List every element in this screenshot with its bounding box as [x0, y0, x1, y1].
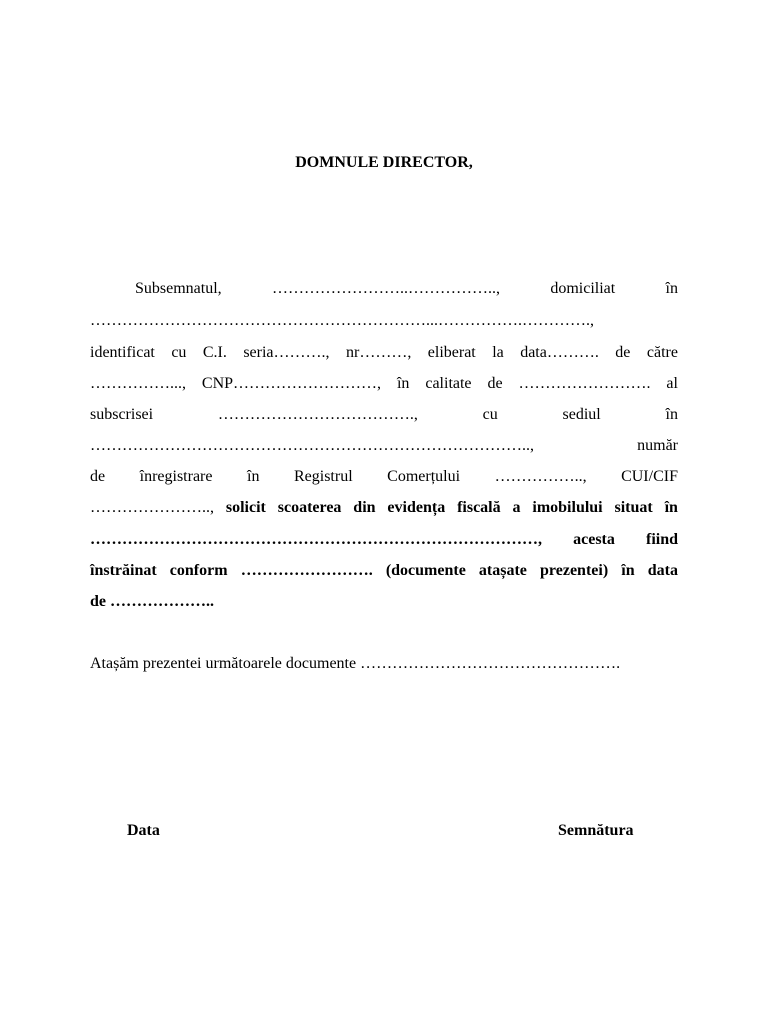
- paragraph-line: [90, 498, 678, 518]
- blank-field: …………………..,: [90, 499, 214, 516]
- paragraph-line: [90, 561, 678, 581]
- word: către: [646, 344, 678, 361]
- blank-field: ……………………………….,: [217, 406, 418, 423]
- word: evidența: [387, 499, 446, 516]
- word: CNP………………………,: [201, 375, 382, 392]
- word: calitate: [425, 375, 472, 392]
- paragraph-line: [90, 343, 678, 363]
- blank-field: ……………..,: [494, 468, 587, 485]
- paragraph-line: [90, 405, 678, 425]
- blank-field: …………………….: [518, 375, 651, 392]
- blank-field: ……………………..……………..,: [272, 280, 500, 297]
- word: cu: [482, 406, 498, 423]
- paragraph-line: [90, 311, 678, 331]
- paragraph-line: [90, 436, 678, 456]
- paragraph-line: [90, 467, 678, 487]
- word: în: [665, 406, 678, 423]
- word: cu: [171, 344, 187, 361]
- blank-field: ………………………………………………………...…………….………….,: [90, 312, 594, 329]
- paragraph-line: [90, 592, 678, 612]
- signature-label: Semnătura: [558, 822, 634, 839]
- attachments-text: Atașăm prezentei următoarele documente ………………………………………….: [90, 655, 621, 672]
- word: data……….: [520, 344, 599, 361]
- word: imobilului: [532, 499, 603, 516]
- word: (documente: [385, 562, 466, 579]
- paragraph-line: [135, 279, 678, 299]
- word: de: [487, 375, 503, 392]
- word: fiind: [645, 531, 678, 548]
- word: fiscală: [457, 499, 501, 516]
- word: înregistrare: [139, 468, 213, 485]
- word: solicit: [225, 499, 266, 516]
- blank-field: ………………………………………………………………………..,: [90, 437, 534, 454]
- word: C.I.: [202, 344, 227, 361]
- blank-field: …………………….: [240, 562, 373, 579]
- word: a: [512, 499, 521, 516]
- word: număr: [637, 437, 678, 454]
- date-label: Data: [127, 822, 160, 839]
- word: acesta: [573, 531, 615, 548]
- word: situat: [614, 499, 653, 516]
- attachments-line: [90, 654, 678, 674]
- document-title: DOMNULE DIRECTOR,: [295, 154, 473, 171]
- blank-field: de ………………..: [90, 593, 214, 610]
- paragraph-line: [90, 530, 678, 550]
- word: eliberat: [427, 344, 476, 361]
- word: în: [396, 375, 410, 392]
- word: conform: [169, 562, 228, 579]
- word: Comerțului: [387, 468, 461, 485]
- blank-field: ……………...,: [90, 375, 186, 392]
- word: scoaterea: [277, 499, 342, 516]
- paragraph-line: [90, 374, 678, 394]
- word: în: [621, 562, 635, 579]
- word: în: [247, 468, 260, 485]
- word: la: [492, 344, 504, 361]
- word: prezentei): [540, 562, 609, 579]
- word: în: [665, 280, 678, 297]
- word: din: [353, 499, 376, 516]
- word: al: [666, 375, 678, 392]
- word: nr………,: [345, 344, 412, 361]
- word: Subsemnatul,: [135, 280, 222, 297]
- word: de: [615, 344, 631, 361]
- word: sediul: [562, 406, 601, 423]
- word: Registrul: [293, 468, 353, 485]
- word: domiciliat: [550, 280, 616, 297]
- blank-field: …………………………………………………………………………,: [90, 531, 542, 548]
- word: data: [647, 562, 678, 579]
- word: atașate: [478, 562, 527, 579]
- word: subscrisei: [90, 406, 154, 423]
- word: în: [664, 499, 678, 516]
- word: CUI/CIF: [621, 468, 678, 485]
- word: identificat: [90, 344, 155, 361]
- word: de: [90, 468, 106, 485]
- word: seria……….,: [243, 344, 330, 361]
- word: înstrăinat: [90, 562, 157, 579]
